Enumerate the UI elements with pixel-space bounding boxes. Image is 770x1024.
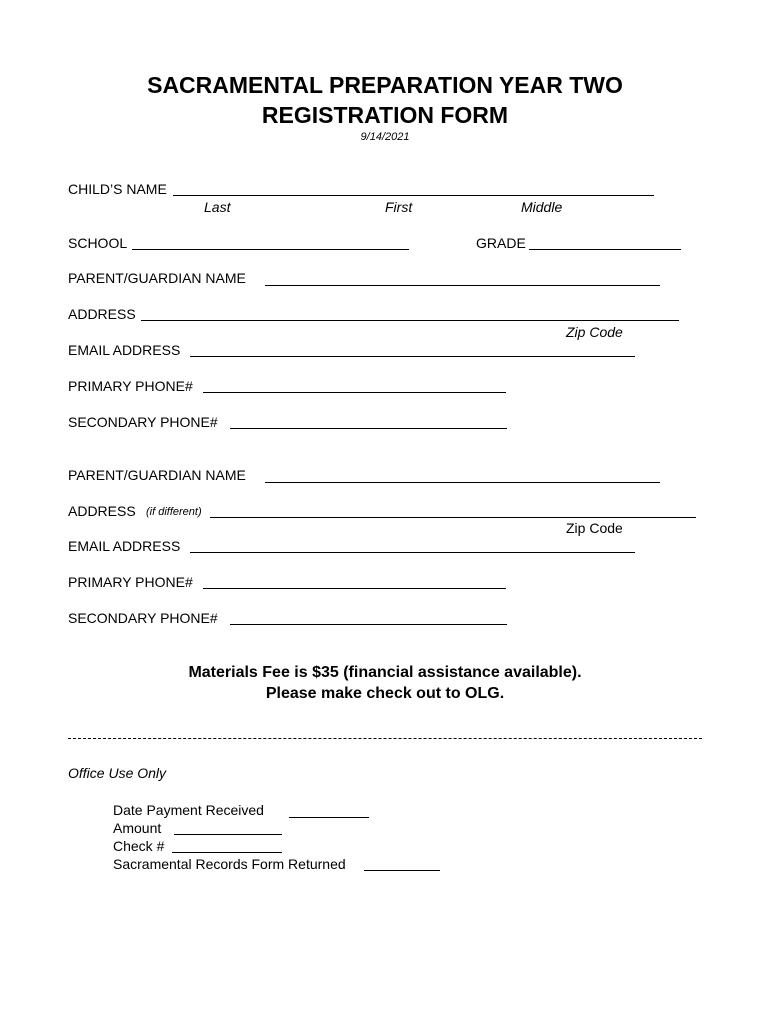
child-name-sub-last: Last [204,199,231,215]
child-name-field[interactable] [173,195,654,196]
guardian2-address-field[interactable] [210,517,696,518]
guardian1-primary-phone-label: PRIMARY PHONE# [68,378,193,394]
form-title-line2: REGISTRATION FORM [261,102,509,128]
guardian2-secondary-phone-field[interactable] [230,624,507,625]
guardian2-name-label: PARENT/GUARDIAN NAME [68,467,246,483]
form-date: 9/14/2021 [360,131,410,143]
grade-field[interactable] [529,249,681,250]
date-payment-field[interactable] [289,817,369,818]
fee-notice-line2: Please make check out to OLG. [265,685,505,702]
dashed-divider [68,738,702,739]
child-name-sub-middle: Middle [521,199,563,215]
guardian2-primary-phone-label: PRIMARY PHONE# [68,574,193,590]
fee-notice-line1: Materials Fee is $35 (financial assistance available). [188,664,582,681]
date-payment-label: Date Payment Received [113,802,264,818]
guardian1-address-label: ADDRESS [68,306,136,322]
guardian2-email-field[interactable] [190,552,635,553]
form-title-line1: SACRAMENTAL PREPARATION YEAR TWO [147,72,623,98]
amount-field[interactable] [174,834,282,835]
guardian2-name-field[interactable] [265,482,660,483]
check-number-label: Check # [113,838,165,854]
guardian2-primary-phone-field[interactable] [203,588,506,589]
guardian1-zip-label: Zip Code [566,324,623,340]
check-number-field[interactable] [172,852,282,853]
guardian1-address-field[interactable] [141,320,679,321]
school-label: SCHOOL [68,235,128,251]
records-returned-label: Sacramental Records Form Returned [113,856,346,872]
guardian1-primary-phone-field[interactable] [203,392,506,393]
child-name-label: CHILD’S NAME [68,181,167,197]
guardian1-name-label: PARENT/GUARDIAN NAME [68,270,246,286]
grade-label: GRADE [476,235,526,251]
records-returned-field[interactable] [364,870,440,871]
child-name-sub-first: First [385,199,413,215]
guardian1-secondary-phone-label: SECONDARY PHONE# [68,414,218,430]
school-field[interactable] [132,249,409,250]
office-use-heading: Office Use Only [68,765,167,781]
guardian1-name-field[interactable] [265,285,660,286]
guardian1-email-field[interactable] [190,356,635,357]
guardian2-zip-label: Zip Code [566,520,623,536]
amount-label: Amount [113,820,162,836]
guardian2-secondary-phone-label: SECONDARY PHONE# [68,610,218,626]
guardian1-secondary-phone-field[interactable] [230,428,507,429]
guardian2-email-label: EMAIL ADDRESS [68,538,181,554]
guardian2-address-note: (if different) [146,506,202,518]
guardian2-address-label: ADDRESS [68,503,136,519]
guardian1-email-label: EMAIL ADDRESS [68,342,181,358]
